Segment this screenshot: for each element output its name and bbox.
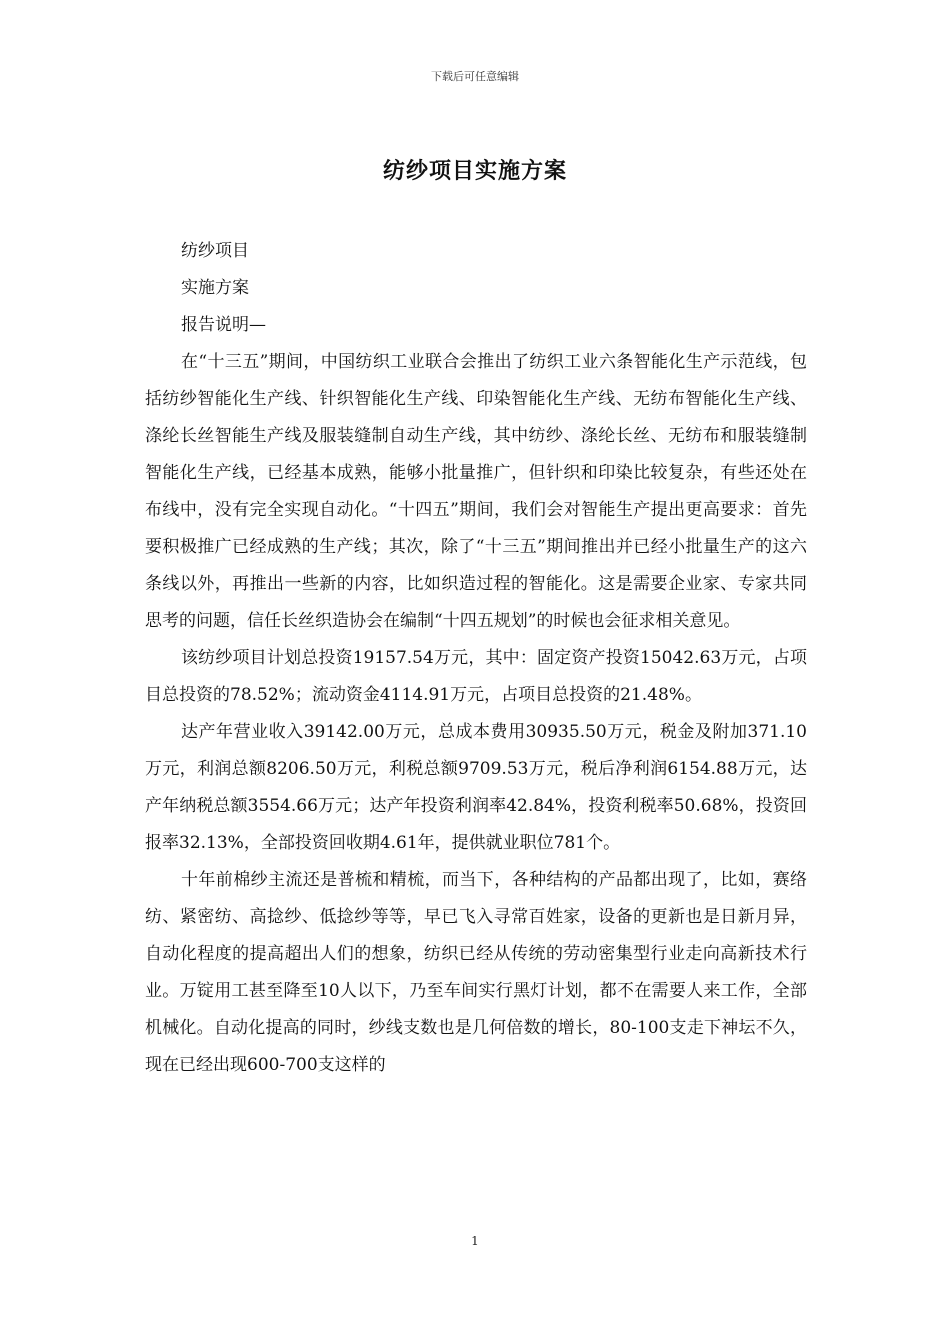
header-note: 下载后可任意编辑 bbox=[431, 70, 519, 83]
paragraph-market-trend: 十年前棉纱主流还是普梳和精梳，而当下，各种结构的产品都出现了，比如，赛络纺、紧密纺、高捻纱、低捻纱等等，早已飞入寻常百姓家，设备的更新也是日新月异，自动化程度的提高超出人们的想象，纺织已经从传统的劳动密集型行业走向高新技术行业。万锭用工甚至降至10人以下，乃至车间实行黑灯计划，都不在需要人来工作，全部机械化。自动化提高的同时，纱线支数也是几何倍数的增长，80-100支走下神坛不久，现在已经出现600-700支这样的 bbox=[145, 870, 807, 1075]
paragraph-investment: 该纺纱项目计划总投资19157.54万元，其中：固定资产投资15042.63万元，占项目总投资的78.52%；流动资金4114.91万元，占项目总投资的21.48%。 bbox=[145, 648, 807, 705]
section-heading-report-note: 报告说明— bbox=[181, 315, 266, 335]
page-number: 1 bbox=[471, 1234, 479, 1248]
document-body bbox=[145, 233, 807, 1084]
document-title: 纺纱项目实施方案 bbox=[382, 158, 567, 184]
paragraph-industry-background: 在“十三五”期间，中国纺织工业联合会推出了纺织工业六条智能化生产示范线，包括纺纱智能化生产线、针织智能化生产线、印染智能化生产线、无纺布智能化生产线、涤纶长丝智能生产线及服装缝制自动生产线，其中纺纱、涤纶长丝、无纺布和服装缝制智能化生产线，已经基本成熟，能够小批量推广，但针织和印染比较复杂，有些还处在布线中，没有完全实现自动化。“十四五”期间，我们会对智能生产提出更高要求：首先要积极推广已经成熟的生产线；其次，除了“十三五”期间推出并已经小批量生产的这六条线以外，再推出一些新的内容，比如织造过程的智能化。这是需要企业家、专家共同思考的问题，信任长丝织造协会在编制“十四五规划”的时候也会征求相关意见。 bbox=[145, 352, 807, 631]
subtitle-line-plan: 实施方案 bbox=[181, 278, 249, 298]
paragraph-financials: 达产年营业收入39142.00万元，总成本费用30935.50万元，税金及附加371.10万元，利润总额8206.50万元，利税总额9709.53万元，税后净利润6154.88万元，达产年纳税总额3554.66万元；达产年投资利润率42.84%，投资利税率50.68%，投资回报率32.13%，全部投资回收期4.61年，提供就业职位781个。 bbox=[145, 722, 807, 853]
subtitle-line-project: 纺纱项目 bbox=[181, 241, 249, 261]
